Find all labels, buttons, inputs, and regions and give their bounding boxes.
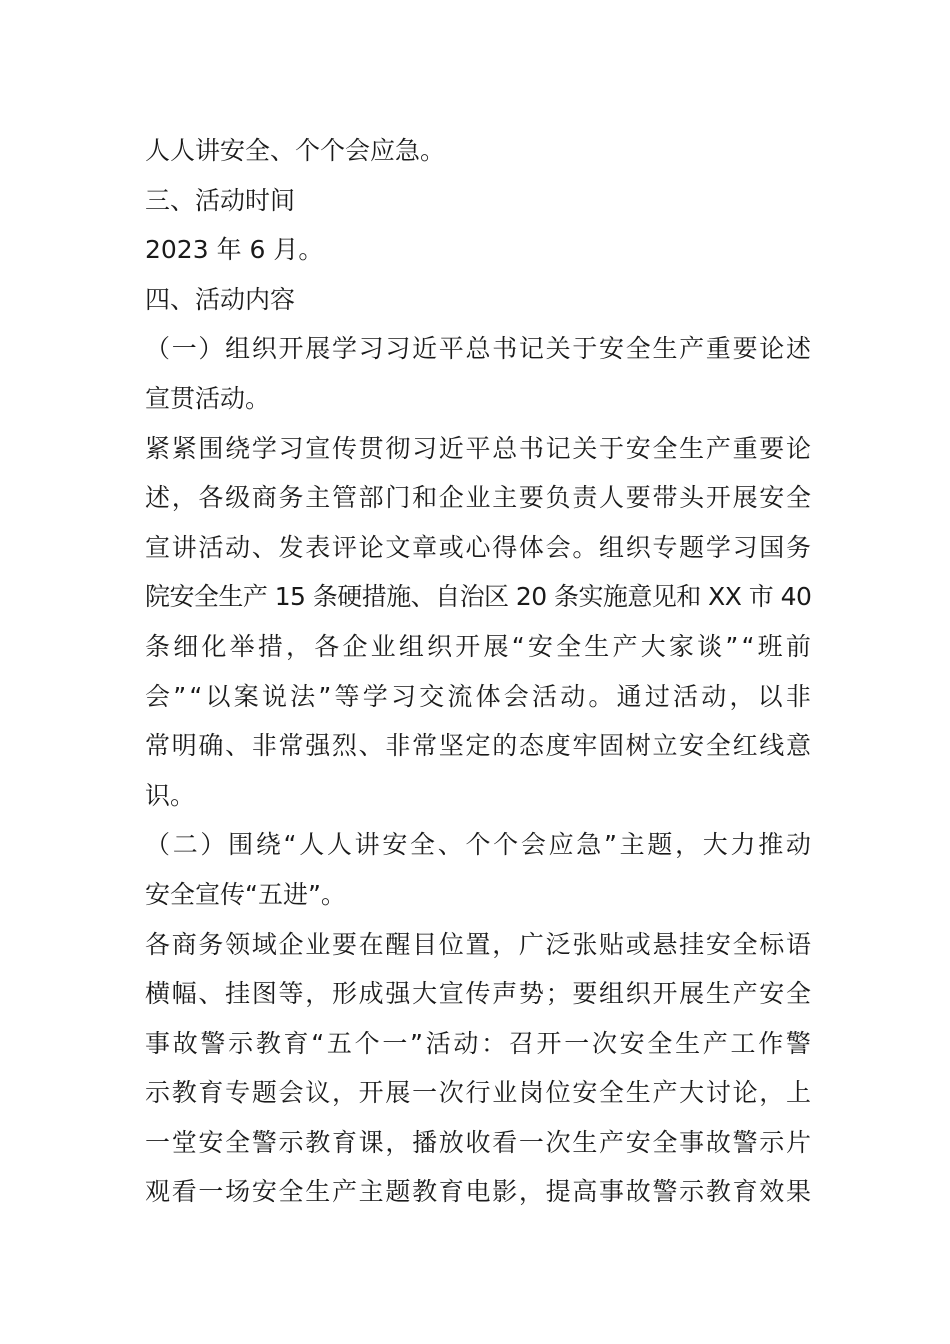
body-line: 识。: [145, 780, 196, 810]
document-body: [145, 126, 815, 1217]
subheading-line: 安全宣传“五进”。: [145, 879, 346, 909]
body-line: 示教育专题会议，开展一次行业岗位安全生产大讨论，上: [145, 1078, 813, 1108]
body-line: 宣讲活动、发表评论文章或心得体会。组织专题学习国务: [145, 532, 813, 562]
body-line: 各商务领域企业要在醒目位置，广泛张贴或悬挂安全标语: [145, 929, 813, 959]
body-line: 会”“以案说法”等学习交流体会活动。通过活动，以非: [145, 681, 815, 711]
body-line: 2023 年 6 月。: [145, 235, 324, 265]
subheading-line: （二）围绕“人人讲安全、个个会应急”主题，大力推动: [145, 830, 814, 860]
body-line: 紧紧围绕学习宣传贯彻习近平总书记关于安全生产重要论: [145, 433, 813, 463]
body-line: 横幅、挂图等，形成强大宣传声势；要组织开展生产安全: [145, 979, 813, 1009]
section-heading-activity-content: 四、活动内容: [145, 284, 296, 314]
subheading-line: 宣贯活动。: [145, 383, 271, 413]
body-line: 条细化举措，各企业组织开展“安全生产大家谈”“班前: [145, 631, 815, 661]
body-line: 观看一场安全生产主题教育电影，提高事故警示教育效果: [145, 1177, 813, 1207]
section-heading-activity-time: 三、活动时间: [145, 185, 296, 215]
body-line: 院安全生产 15 条硬措施、自治区 20 条实施意见和 XX 市 40: [145, 582, 812, 612]
body-line: 事故警示教育“五个一”活动：召开一次安全生产工作警: [145, 1028, 814, 1058]
body-line: 人人讲安全、个个会应急。: [145, 136, 446, 165]
body-line: 述，各级商务主管部门和企业主要负责人要带头开展安全: [145, 483, 813, 513]
body-line: 常明确、非常强烈、非常坚定的态度牢固树立安全红线意: [145, 731, 813, 761]
subheading-line: （一）组织开展学习习近平总书记关于安全生产重要论述: [145, 334, 813, 364]
body-line: 一堂安全警示教育课，播放收看一次生产安全事故警示片: [145, 1127, 813, 1157]
